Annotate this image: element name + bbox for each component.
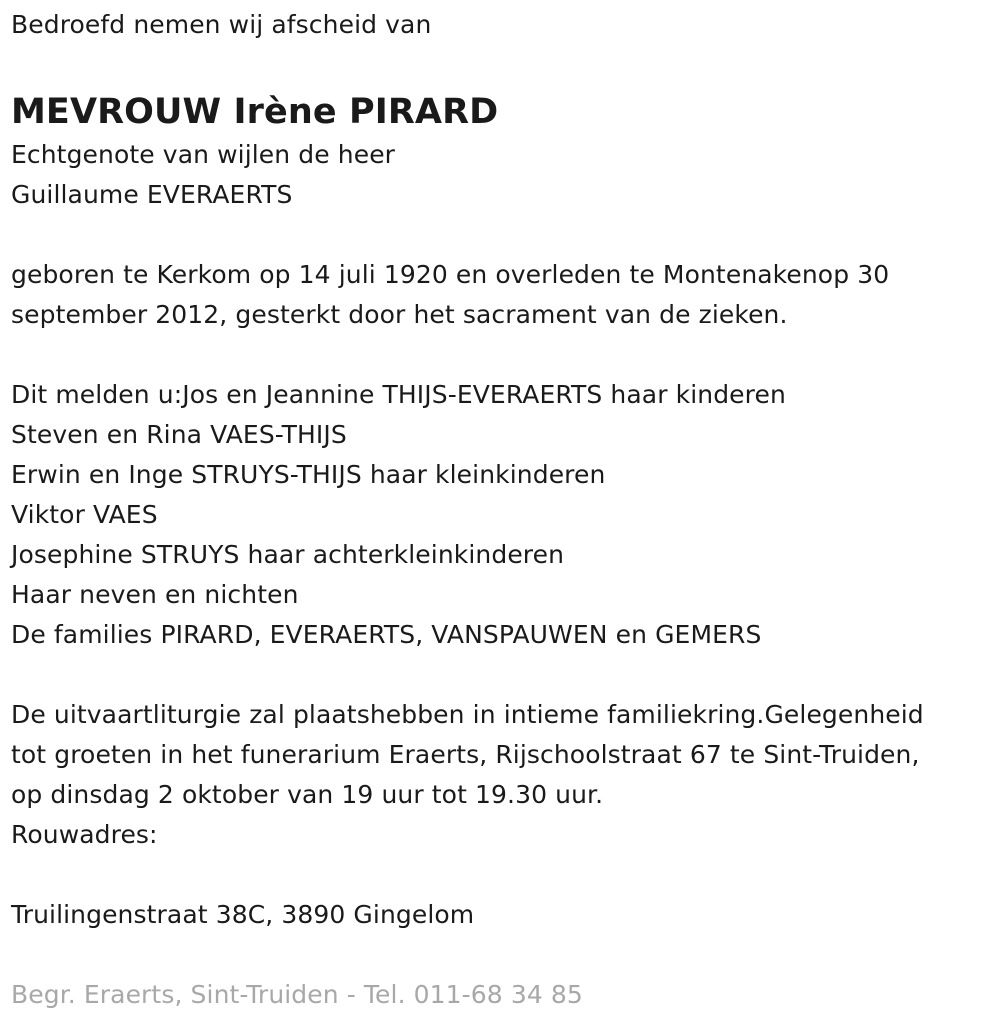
birth-death-line: geboren te Kerkom op 14 juli 1920 en overleden te Montenakenop 30 [11, 260, 890, 289]
funeral-line: op dinsdag 2 oktober van 19 uur tot 19.30 uur. [11, 780, 604, 809]
spacer [11, 655, 996, 695]
spouse-name: Guillaume EVERAERTS [11, 180, 293, 209]
deceased-name: MEVROUW Irène PIRARD [11, 92, 499, 132]
family-line: Josephine STRUYS haar achterkleinkinderen [11, 540, 565, 569]
family-line: Erwin en Inge STRUYS-THIJS haar kleinkinderen [11, 460, 606, 489]
spouse-line: Echtgenote van wijlen de heer [11, 140, 396, 169]
mourning-address-label: Rouwadres: [11, 820, 158, 849]
spacer [11, 335, 996, 375]
mourning-address: Truilingenstraat 38C, 3890 Gingelom [11, 900, 475, 929]
family-line: De families PIRARD, EVERAERTS, VANSPAUWEN en GEMERS [11, 620, 762, 649]
family-line: Steven en Rina VAES-THIJS [11, 420, 347, 449]
funeral-line: tot groeten in het funerarium Eraerts, Rijschoolstraat 67 te Sint-Truiden, [11, 740, 920, 769]
family-line: Dit melden u:Jos en Jeannine THIJS-EVERAERTS haar kinderen [11, 380, 786, 409]
spacer [11, 935, 996, 975]
death-notice [11, 5, 996, 1015]
family-line: Viktor VAES [11, 500, 158, 529]
family-line: Haar neven en nichten [11, 580, 299, 609]
spacer [11, 855, 996, 895]
undertaker-footer: Begr. Eraerts, Sint-Truiden - Tel. 011-68 34 85 [11, 980, 583, 1009]
spacer [11, 215, 996, 255]
spacer [11, 45, 996, 85]
birth-death-line: september 2012, gesterkt door het sacrament van de zieken. [11, 300, 788, 329]
intro-text: Bedroefd nemen wij afscheid van [11, 10, 432, 39]
funeral-line: De uitvaartliturgie zal plaatshebben in intieme familiekring.Gelegenheid [11, 700, 924, 729]
